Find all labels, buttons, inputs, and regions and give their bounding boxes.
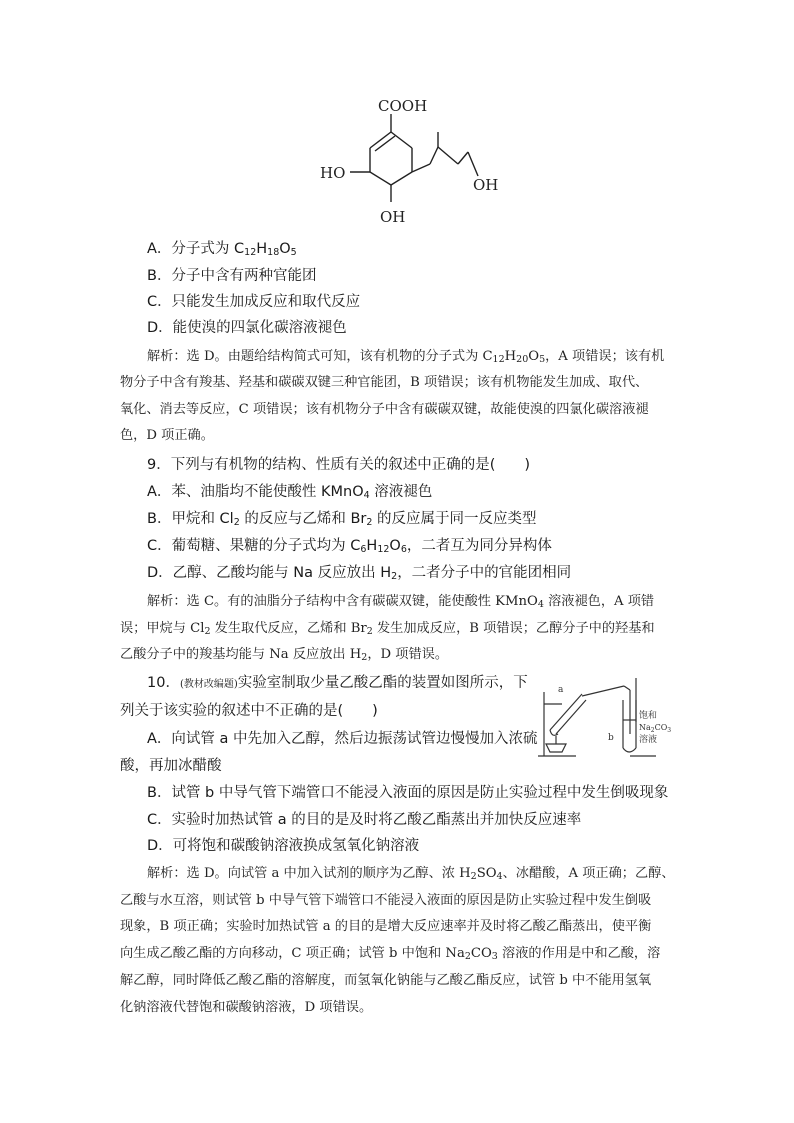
solution-line: 解析：选 D。向试管 a 中加入试剂的顺序为乙醇、浓 $H_2SO_4$、冰醋酸，A 项正确；乙醇、: [147, 866, 675, 882]
label-b: b: [608, 733, 614, 743]
solution-line: 乙酸分子中的羧基均能与 Na 反应放出 $H_2$，D 项错误。: [120, 647, 449, 663]
solution-line: 物分子中含有羧基、羟基和碳碳双键三种官能团，B 项错误；该有机物能发生加成、取代、: [120, 375, 649, 390]
solution-line: 解析：选 D。由题给结构简式可知，该有机物的分子式为 $C_{12}H_{20}O_5$，A 项错误；该有机: [147, 349, 665, 365]
solution-line: 色，D 项正确。: [120, 428, 214, 443]
bond: [458, 152, 468, 164]
option-a: A．向试管 a 中先加入乙醇，然后边振荡试管边慢慢加入浓硫: [147, 731, 538, 747]
solution-line: 化钠溶液代替饱和碳酸钠溶液，D 项错误。: [120, 1000, 373, 1015]
solution-line: 向生成乙酸乙酯的方向移动，C 项正确；试管 b 中饱和 $Na_2CO_3$ 溶液的作用是中和乙酸，溶: [120, 946, 661, 962]
option-a-cont: 酸，再加冰醋酸: [120, 758, 222, 774]
bond: [370, 172, 391, 185]
test-tube-a: [550, 694, 582, 730]
option-d: D．能使溴的四氯化碳溶液褪色: [147, 320, 347, 336]
solution-line: 解析：选 C。有的油脂分子结构中含有碳碳双键，能使酸性 KMnO$_4$ 溶液褪色，A 项错: [147, 594, 655, 610]
bond: [412, 164, 430, 172]
apparatus-figure: [536, 672, 676, 762]
question-stem-cont: 列关于该实验的叙述中不正确的是( ): [120, 703, 378, 719]
solution-line: 乙酸与水互溶，则试管 b 中导气管下端管口不能浸入液面的原因是防止实验过程中发生倒吸: [120, 893, 652, 908]
question-stem: 9．下列与有机物的结构、性质有关的叙述中正确的是( ): [147, 457, 531, 473]
delivery-tube: [582, 686, 624, 696]
burner: [546, 744, 566, 752]
option-b: B．分子中含有两种官能团: [147, 268, 317, 284]
oh-right-label: OH: [473, 176, 499, 194]
bond: [438, 147, 458, 164]
solution-line: 氧化、消去等反应，C 项错误；该有机物分子中含有碳碳双键，故能使溴的四氯化碳溶液褪: [120, 402, 649, 417]
label-saturated: 饱和: [639, 711, 658, 721]
option-a: A．分子式为 $C_{12}H_{18}O_5$: [147, 241, 297, 258]
ho-left-label: HO: [320, 164, 346, 182]
label-solution: 溶液: [639, 735, 658, 745]
option-c: C．葡萄糖、果糖的分子式均为 $C_6H_{12}O_6$，二者互为同分异构体: [147, 538, 552, 555]
option-c: C．实验时加热试管 a 的目的是及时将乙酸乙酯蒸出并加快反应速率: [147, 812, 582, 828]
option-b: B．试管 b 中导气管下端管口不能浸入液面的原因是防止实验过程中发生倒吸现象: [147, 785, 669, 801]
bond: [391, 172, 412, 185]
option-d: D．可将饱和碳酸钠溶液换成氢氧化钠溶液: [147, 838, 420, 854]
option-c: C．只能发生加成反应和取代反应: [147, 294, 361, 310]
option-d: D．乙醇、乙酸均能与 Na 反应放出 $H_2$，二者分子中的官能团相同: [147, 565, 572, 582]
oh-bottom-label: OH: [380, 208, 406, 226]
bond: [430, 147, 438, 164]
solution-line: 现象，B 项正确；实验时加热试管 a 的目的是增大反应速率并及时将乙酸乙酯蒸出，使平衡: [120, 919, 652, 934]
option-a: A．苯、油脂均不能使酸性 KMnO$_4$ 溶液褪色: [147, 484, 433, 501]
label-a: a: [558, 685, 564, 695]
solution-line: 误；甲烷与 $Cl_2$ 发生取代反应，乙烯和 $Br_2$ 发生加成反应，B 项错误；乙醇分子中的羟基和: [120, 621, 655, 637]
bond: [391, 132, 412, 148]
double-bond: [375, 136, 395, 151]
question-stem: 10．(教材改编题)实验室制取少量乙酸乙酯的装置如图所示，下: [147, 675, 528, 691]
option-b: B．甲烷和 $Cl_2$ 的反应与乙烯和 $Br_2$ 的反应属于同一反应类型: [147, 511, 537, 528]
cooh-label: COOH: [378, 97, 428, 115]
molecule-structure: [300, 92, 520, 232]
bond: [468, 152, 478, 176]
bond: [370, 132, 391, 148]
solution-line: 解乙醇，同时降低乙酸乙酯的溶解度，而氢氧化钠能与乙酸乙酯反应，试管 b 中不能用氢氧: [120, 973, 652, 988]
label-na2co3: $Na_2CO_3$: [639, 723, 672, 734]
